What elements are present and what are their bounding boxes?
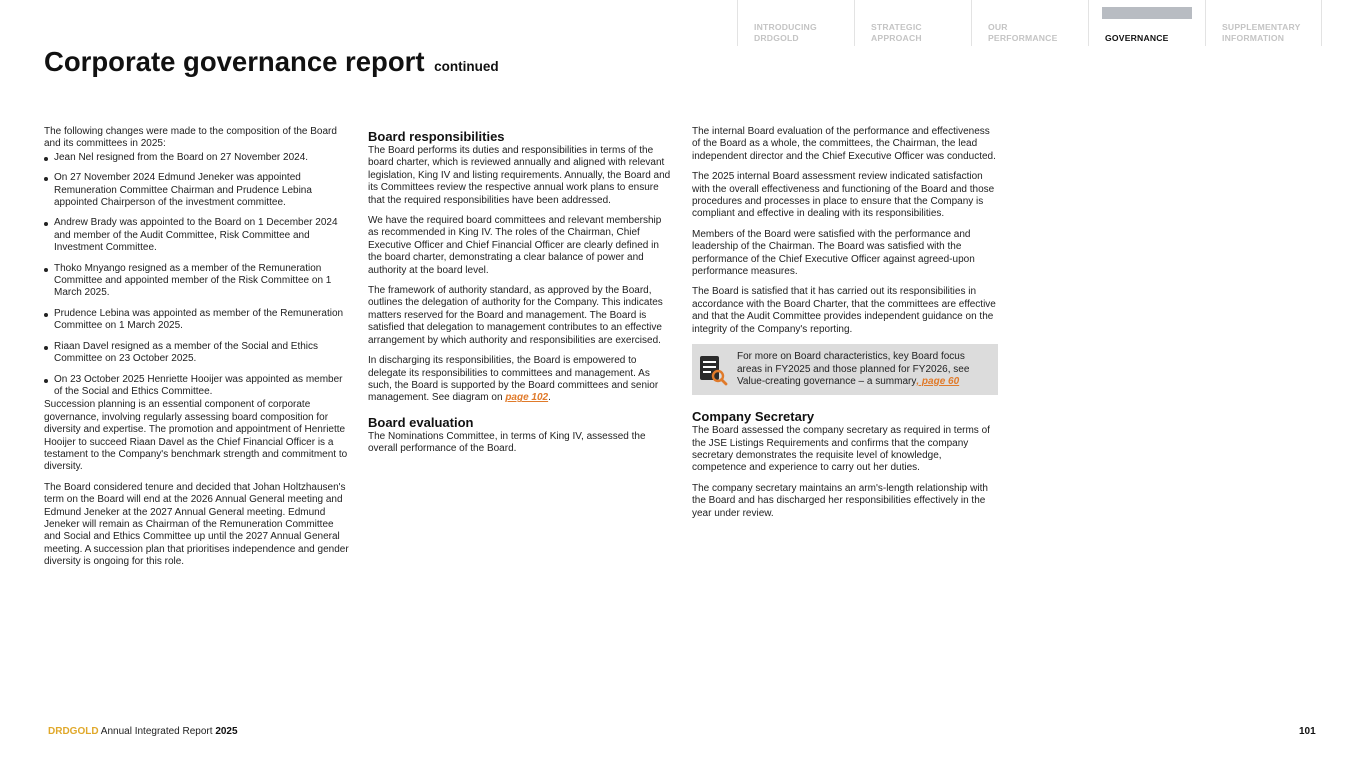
tab-label-line2: DRDGOLD (754, 33, 799, 43)
tab-strategic-approach[interactable] (854, 0, 971, 46)
tab-supplementary-information[interactable] (1205, 0, 1322, 46)
paragraph: The framework of authority standard, as approved by the Board, outlines the delegation of authority for the Company. This indicates matters reserved for the Board and management. The Board is satisfied that delegation to management contributes to an effective arrangement by which authority and responsibilities are exercised. (368, 285, 663, 346)
callout-body: For more on Board characteristics, key Board focus areas in FY2025 and those planned for FY2026, see Value-creating governance – a summary (737, 351, 970, 387)
paragraph: Members of the Board were satisfied with the performance and leadership of the Chairman. The Board was satisfied with the performance of the Chief Executive Officer against agreed-upon performance measures. (692, 228, 975, 278)
paragraph: The Nominations Committee, in terms of King IV, assessed the overall performance of the Board. (368, 430, 646, 455)
column-board-responsibilities (368, 126, 674, 464)
tab-label-line2: PERFORMANCE (988, 33, 1058, 43)
footer-report-title (48, 726, 238, 737)
paragraph: The internal Board evaluation of the performance and effectiveness of the Board as a whole, the committees, the Chairman, the lead independent director and the Chief Executive Officer was conducted. (692, 126, 996, 162)
list-item: Prudence Lebina was appointed as member of the Remuneration Committee on 1 March 2025. (44, 308, 350, 333)
tab-our-performance[interactable] (971, 0, 1088, 46)
callout-text (737, 351, 990, 388)
column-composition-changes (44, 126, 350, 577)
page-title (44, 46, 499, 78)
tab-introducing-drdgold[interactable] (737, 0, 854, 46)
board-evaluation-heading: Board evaluation (368, 414, 474, 430)
board-tenure-paragraph: The Board considered tenure and decided that Johan Holtzhausen's term on the Board will end at the 2026 Annual General meeting and Edmund Jeneker at the 2027 Annual General meeting. Edmund Jeneker will remain as Chairman of the Remuneration Committee and Social and Ethics Committee up until the 2027 Annual General meeting. A succession plan that prioritises independence and gender diversity is ongoing for this role. (44, 481, 349, 568)
document-search-icon (698, 354, 728, 386)
list-item: Andrew Brady was appointed to the Board on 1 December 2024 and member of the Audit Committee, Risk Committee and Investment Committee. (44, 217, 350, 254)
footer-brand: DRDGOLD (48, 726, 99, 737)
paragraph: The Board assessed the company secretary as required in terms of the JSE Listings Requirements and confirms that the company secretary demonstrates the requisite level of knowledge, competence and experience to carry out her duties. (692, 425, 990, 474)
tab-label-line1: OUR (988, 22, 1008, 32)
succession-planning-paragraph: Succession planning is an essential component of corporate governance, involving regularly assessing board composition for diversity and expertise. The promotion and appointment of Henriette Hooijer to succeed Riaan Davel as the Chief Financial Officer is a testament to the Company's benchmark strength and commitment to diversity. (44, 399, 348, 473)
page-number: 101 (1299, 726, 1316, 737)
tab-label-line2: APPROACH (871, 33, 922, 43)
tab-label-line1: INTRODUCING (754, 22, 817, 32)
tab-governance[interactable] (1088, 0, 1205, 46)
section-nav (737, 0, 1322, 46)
tab-label-line1: SUPPLEMENTARY (1222, 22, 1301, 32)
paragraph: The Board is satisfied that it has carried out its responsibilities in accordance with the Board Charter, that the committees are effective and that the Audit Committee provides independent guidance on the integrity of the Company's reporting. (692, 286, 996, 335)
callout-box (692, 344, 998, 395)
tab-label-line2: INFORMATION (1222, 33, 1285, 43)
paragraph-with-link (368, 355, 674, 405)
list-item: Thoko Mnyango resigned as a member of the Remuneration Committee and appointed member of the Risk Committee on 1 March 2025. (44, 263, 350, 300)
board-responsibilities-heading: Board responsibilities (368, 129, 505, 144)
paragraph-end: . (548, 392, 551, 404)
paragraph: The Board performs its duties and responsibilities in terms of the board charter, which is reviewed annually and aligned with relevant legislation, King IV and listing requirements. Annually, the Board and its Committees review the respective annual work plans to ensure that the required responsibilities have been addressed. (368, 145, 671, 206)
column-board-evaluation (692, 126, 998, 528)
tab-label-line1: GOVERNANCE (1105, 33, 1169, 43)
company-secretary-heading: Company Secretary (692, 409, 815, 425)
tab-label-line1: STRATEGIC (871, 22, 922, 32)
composition-intro: The following changes were made to the composition of the Board and its committees in 2025: (44, 126, 337, 150)
active-tab-indicator (1102, 7, 1192, 19)
paragraph-text: In discharging its responsibilities, the Board is empowered to delegate its responsibilities to committees and management. As such, the Board is supported by the Board committees and senior management. See diagram on (368, 355, 659, 404)
list-item: On 27 November 2024 Edmund Jeneker was appointed Remuneration Committee Chairman and Prudence Lebina appointed Chairperson of the investment committee. (44, 172, 350, 209)
footer-year: 2025 (215, 726, 238, 737)
composition-changes-list (44, 152, 350, 399)
paragraph: The 2025 internal Board assessment review indicated satisfaction with the overall effectiveness and functioning of the Board and those procedures and processes in place to ensure that the Company is compliant and effective in dealing with its responsibilities. (692, 171, 995, 220)
page-60-link[interactable]: , page 60 (916, 375, 960, 387)
list-item: Jean Nel resigned from the Board on 27 November 2024. (44, 152, 350, 164)
paragraph: The company secretary maintains an arm's-length relationship with the Board and has discharged her responsibilities effectively in the year under review. (692, 482, 988, 519)
list-item: Riaan Davel resigned as a member of the Social and Ethics Committee on 23 October 2025. (44, 341, 350, 366)
footer-report-name: Annual Integrated Report (98, 726, 216, 737)
paragraph: We have the required board committees and relevant membership as recommended in King IV. The roles of the Chairman, Chief Executive Officer and Chief Financial Officer are clearly defined in the board charter, demonstrating a clear balance of power and authority at the board level. (368, 215, 662, 276)
page-title-suffix: continued (434, 59, 499, 74)
page-title-main: Corporate governance report (44, 46, 425, 77)
page-102-link[interactable]: page 102 (505, 392, 549, 404)
list-item: On 23 October 2025 Henriette Hooijer was appointed as member of the Social and Ethics Committee. (44, 374, 350, 399)
